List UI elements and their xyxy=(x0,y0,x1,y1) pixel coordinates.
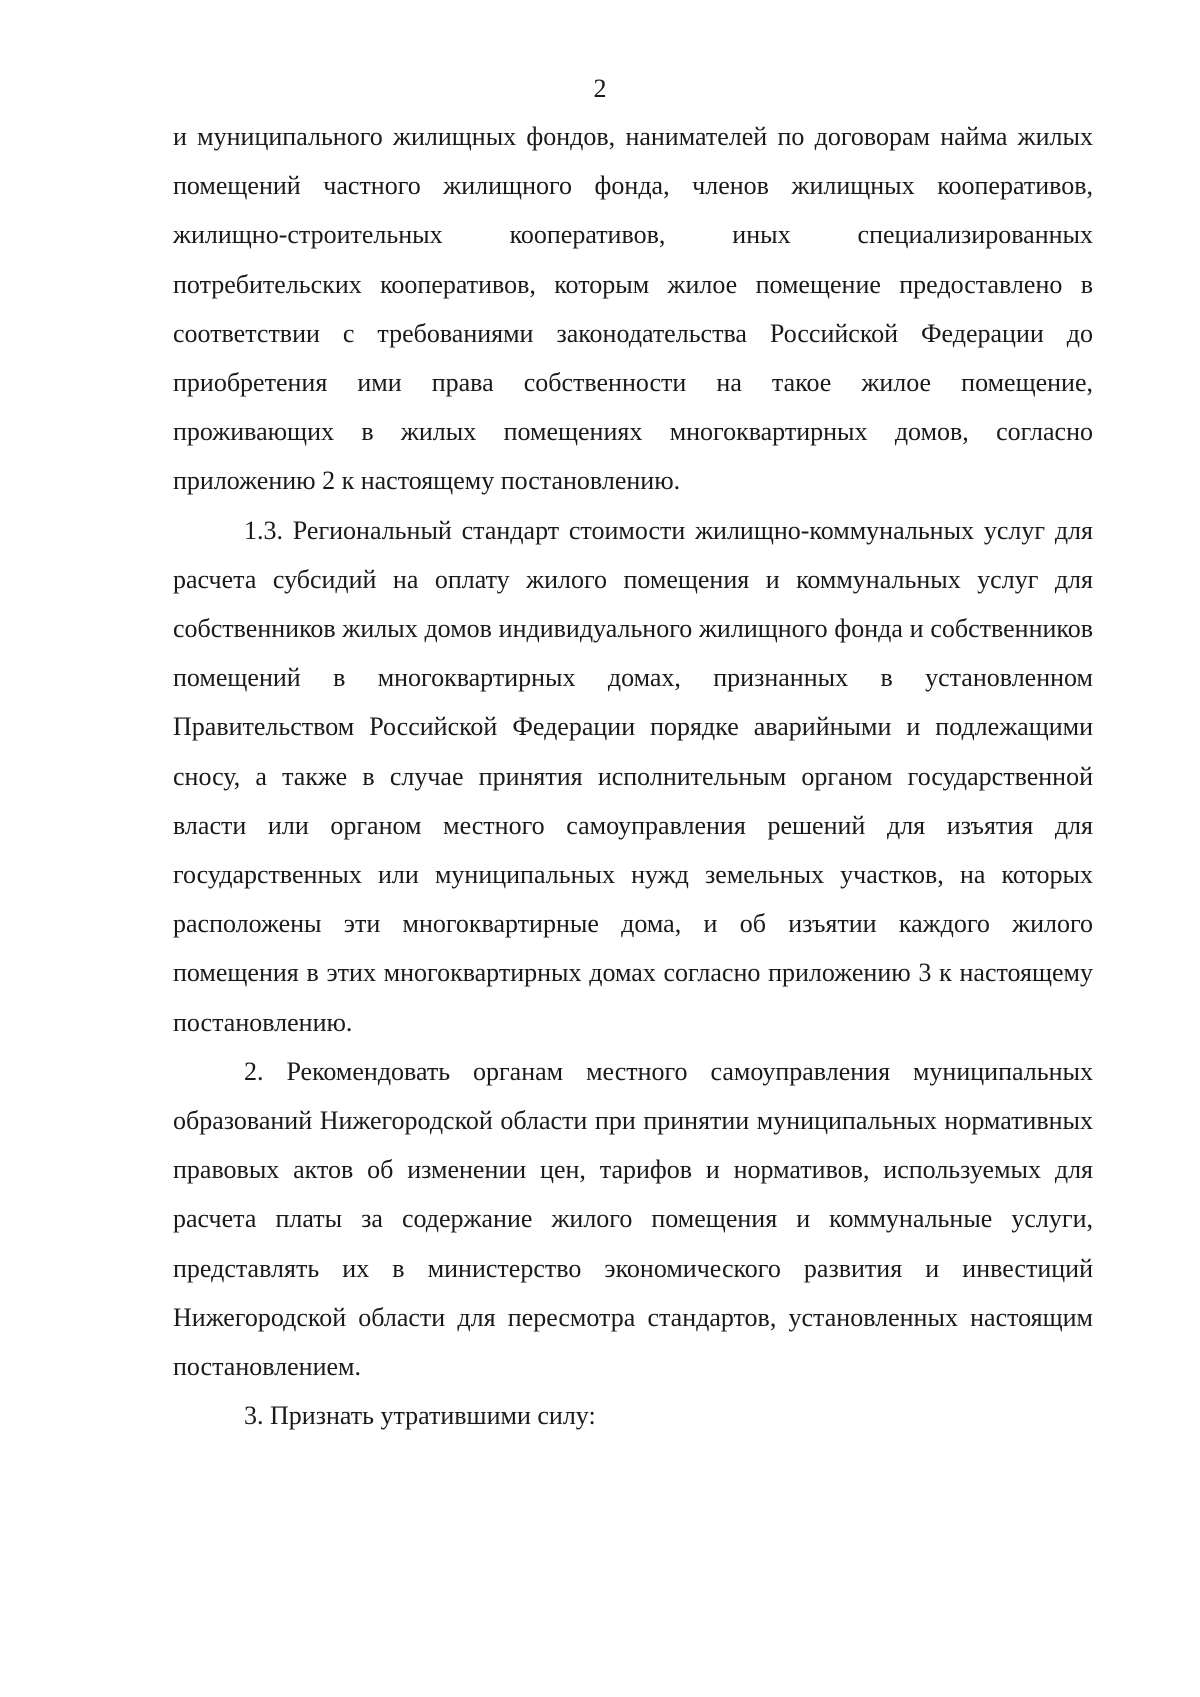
paragraph-item-2: 2. Рекомендовать органам местного самоуправления муниципальных образований Нижегородской области при принятии муниципальных нормативных правовых актов об изменении цен, тарифов и нормативов, используемых для расчета платы за содержание жилого помещения и коммунальные услуги, представлять их в министерство экономического развития и инвестиций Нижегородской области для пересмотра стандартов, установленных настоящим постановлением. xyxy=(173,1056,1093,1382)
paragraph-item-3: 3. Признать утратившими силу: xyxy=(244,1401,596,1431)
paragraph-continuation: и муниципального жилищных фондов, нанимателей по договорам найма жилых помещений частного жилищного фонда, членов жилищных кооперативов, жилищно-строительных кооперативов, иных специализированных потребительских кооперативов, которым жилое помещение предоставлено в соответствии с требованиями законодательства Российской Федерации до приобретения ими права собственности на такое жилое помещение, проживающих в жилых помещениях многоквартирных домов, согласно приложению 2 к настоящему постановлению. xyxy=(173,122,1093,496)
page-number: 2 xyxy=(593,74,607,103)
paragraph-item-1-3: 1.3. Региональный стандарт стоимости жилищно-коммунальных услуг для расчета субсидий на оплату жилого помещения и коммунальных услуг для собственников жилых домов индивидуального жилищного фонда и собственников помещений в многоквартирных домах, признанных в установленном Правительством Российской Федерации порядке аварийными и подлежащими сносу, а также в случае принятия исполнительным органом государственной власти или органом местного самоуправления решений для изъятия для государственных или муниципальных нужд земельных участков, на которых расположены эти многоквартирные дома, и об изъятии каждого жилого помещения в этих многоквартирных домах согласно приложению 3 к настоящему постановлению. xyxy=(173,515,1093,1037)
document-body xyxy=(173,112,1093,1440)
